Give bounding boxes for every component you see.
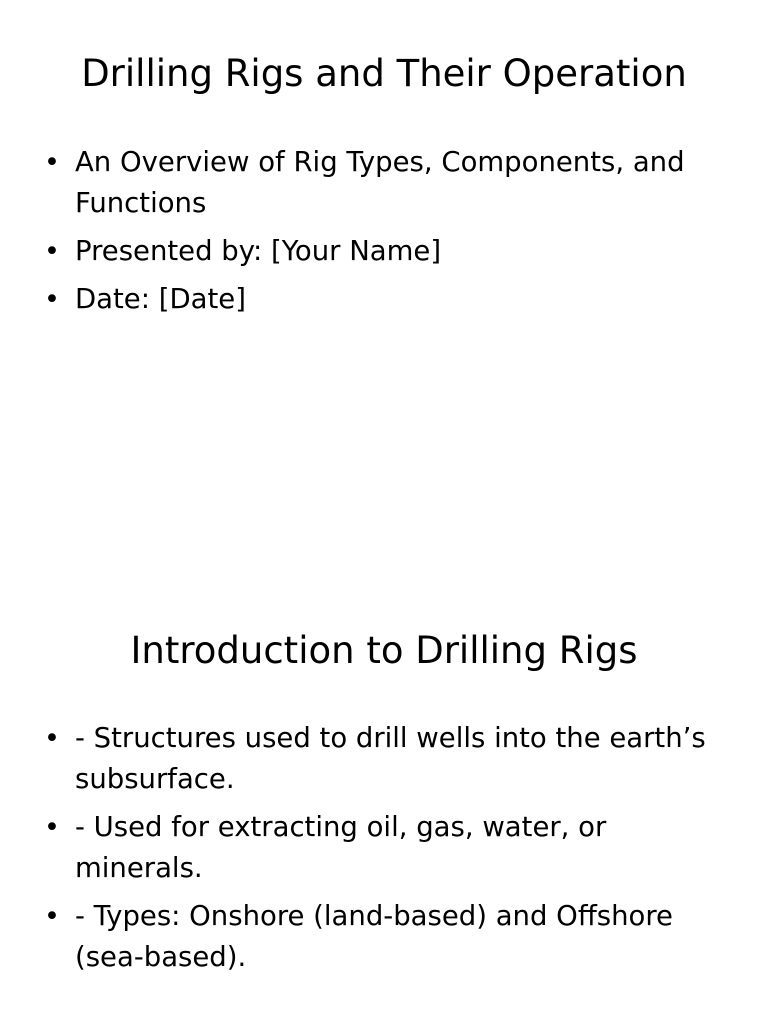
bullet-item (0, 142, 768, 224)
bullet-text: An Overview of Rig Types, Components, and Functions (75, 146, 685, 219)
bullet-item (0, 807, 768, 889)
bullet-text: - Structures used to drill wells into the earth’s subsurface. (75, 722, 706, 795)
bullet-list (0, 142, 768, 327)
bullet-item (0, 718, 768, 800)
bullet-item (0, 279, 768, 320)
bullet-text: - Used for extracting oil, gas, water, or minerals. (75, 811, 607, 884)
bullet-icon: • (44, 812, 60, 843)
bullet-item (0, 231, 768, 272)
slide-2 (0, 512, 768, 1024)
bullet-text: Date: [Date] (75, 283, 246, 315)
bullet-icon: • (44, 901, 60, 932)
bullet-list (0, 718, 768, 985)
slide-title: Drilling Rigs and Their Operation (81, 52, 687, 95)
bullet-icon: • (44, 147, 60, 178)
bullet-text: Presented by: [Your Name] (75, 235, 442, 267)
bullet-icon: • (44, 284, 60, 315)
bullet-icon: • (44, 236, 60, 267)
bullet-item (0, 896, 768, 978)
bullet-text: - Types: Onshore (land-based) and Offshore (sea-based). (75, 900, 673, 973)
bullet-icon: • (44, 723, 60, 754)
slide-title: Introduction to Drilling Rigs (130, 629, 638, 672)
